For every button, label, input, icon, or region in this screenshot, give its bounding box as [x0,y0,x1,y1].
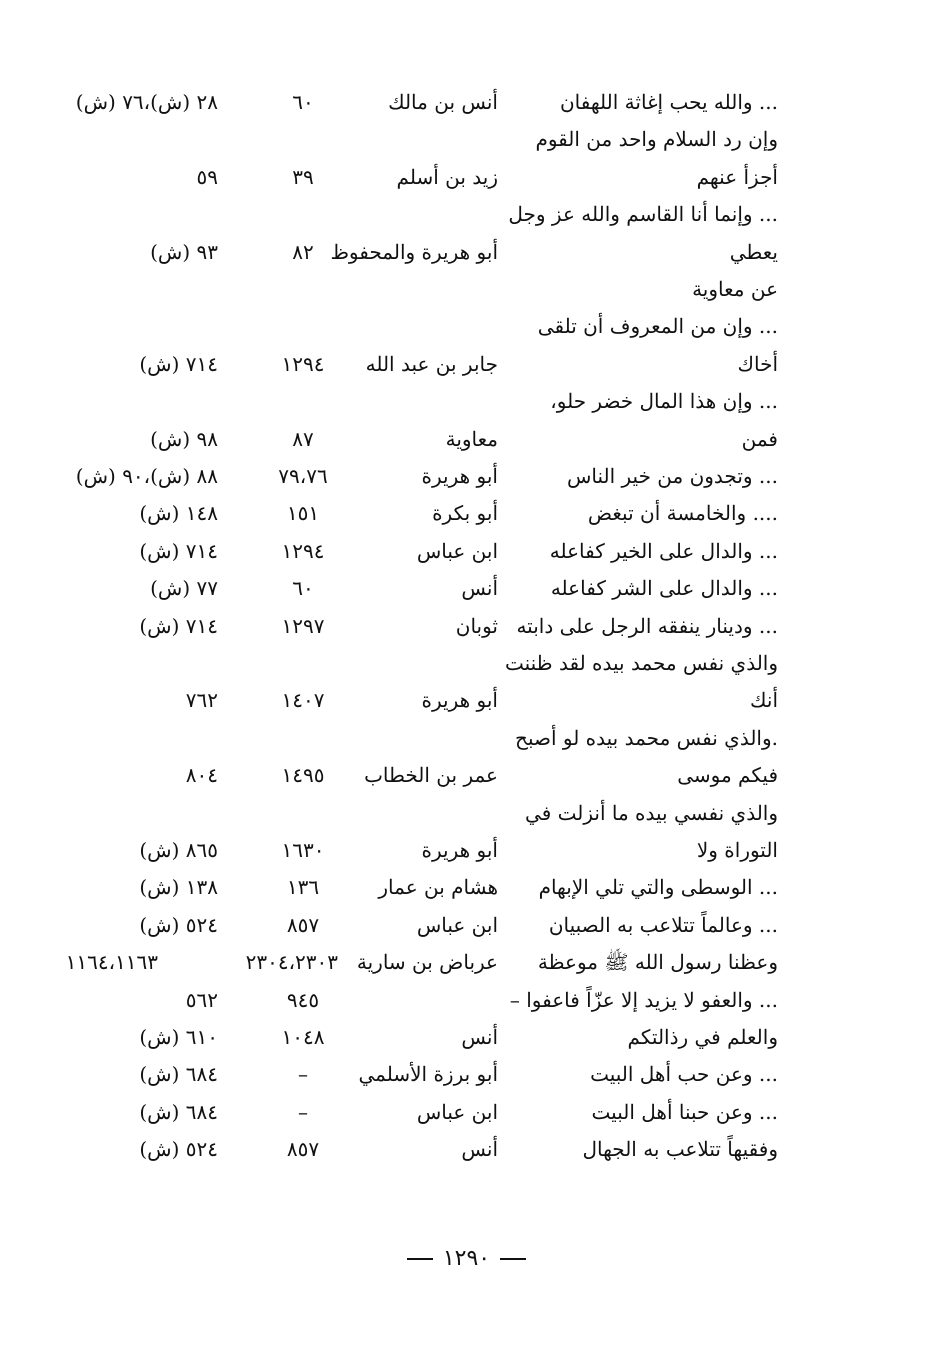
hadith-text: ... وعالماً تتلاعب به الصبيان [548,913,778,937]
hadith-text: والذي نفسي بيده ما أنزلت في [525,801,778,825]
index-row [0,907,933,943]
narrator-name: جابر بن عبد الله [365,352,498,376]
index-row [0,720,933,756]
hadith-number: ٧٩،٧٦ [278,464,328,488]
hadith-text: ... وإن هذا المال خضر حلو، [550,389,778,413]
hadith-number: ٢٣٠٤،٢٣٠٣ [245,950,338,974]
page-reference: ٩٣ (ش) [150,240,218,264]
hadith-number: ١٠٤٨ [281,1025,325,1049]
hadith-number: ٦٠ [292,576,314,600]
index-row [0,234,933,270]
narrator-name: ابن عباس [416,913,498,937]
hadith-text: ... وإن من المعروف أن تلقى [537,314,778,338]
hadith-text: ... والدال على الشر كفاعله [550,576,778,600]
page-reference: ٥٩ [196,165,218,189]
hadith-number: ٨٢ [292,240,314,264]
index-row [0,645,933,681]
narrator-name: أبو برزة الأسلمي [358,1062,498,1086]
hadith-number: – [298,1100,308,1124]
hadith-text: والعلم في رذالتكم [627,1025,778,1049]
page-reference: ٦٨٤ (ش) [139,1100,218,1124]
narrator-name: ابن عباس [416,539,498,563]
hadith-text: وعظنا رسول الله ﷺ موعظة [537,950,778,974]
index-row [0,795,933,831]
index-row [0,1094,933,1130]
hadith-number: ٩٤٥ [286,988,320,1012]
hadith-text: ... وعن حب أهل البيت [590,1062,778,1086]
page-reference: ٧٧ (ش) [150,576,218,600]
page-reference: ٧٦٢ [185,688,218,712]
narrator-name: أنس [461,576,498,600]
hadith-text: ... وعن حبنا أهل البيت [591,1100,778,1124]
hadith-text: وفقيهاً تتلاعب به الجهال [582,1137,778,1161]
hadith-number: ٦٠ [292,90,314,114]
index-row [0,196,933,232]
narrator-name: أبو بكرة [432,501,498,525]
narrator-name: أبو هريرة والمحفوظ [330,240,498,264]
hadith-text: ... والدال على الخير كفاعله [549,539,778,563]
hadith-number: ١٥١ [286,501,320,525]
hadith-number: ١٦٣٠ [281,838,325,862]
hadith-text: .والذي نفس محمد بيده لو أصبح [515,726,778,750]
hadith-number: ١٢٩٤ [281,352,325,376]
index-row [0,570,933,606]
page-reference: ٥٦٢ [185,988,218,1012]
page-reference: ٦٨٤ (ش) [139,1062,218,1086]
index-row [0,84,933,120]
index-row [0,159,933,195]
page-reference: ٧١٤ (ش) [139,614,218,638]
page-reference: ٦١٠ (ش) [139,1025,218,1049]
index-row [0,346,933,382]
index-row [0,458,933,494]
page-reference: ٢٨ (ش)،٧٦ (ش) [75,90,218,114]
hadith-text: ... وإنما أنا القاسم والله عز وجل [508,202,778,226]
narrator-name: عمر بن الخطاب [364,763,498,787]
footer-dash-right [500,1258,526,1260]
narrator-name: أنس بن مالك [388,90,498,114]
narrator-name: هشام بن عمار [378,875,498,899]
hadith-text: أنك [750,688,778,712]
index-row [0,682,933,718]
page-reference: ٧١٤ (ش) [139,352,218,376]
page-reference: ١١٦٤،١١٦٣ [65,950,158,974]
hadith-number: ١٤٩٥ [281,763,325,787]
page-reference: ٥٢٤ (ش) [139,913,218,937]
footer-dash-left [407,1258,433,1260]
narrator-name: عرباض بن سارية [356,950,498,974]
hadith-text: .... والخامسة أن تبغض [587,501,778,525]
page-reference: ٩٨ (ش) [150,427,218,451]
index-row [0,121,933,157]
index-row [0,383,933,419]
hadith-text: ... وتجدون من خير الناس [566,464,778,488]
page-reference: ٨٦٥ (ش) [139,838,218,862]
hadith-text: عن معاوية [692,277,778,301]
page-footer [0,1246,933,1271]
index-row [0,832,933,868]
narrator-name: أنس [461,1025,498,1049]
index-row [0,495,933,531]
index-row [0,533,933,569]
page-reference: ٥٢٤ (ش) [139,1137,218,1161]
hadith-number: ١٢٩٤ [281,539,325,563]
hadith-text: ... ودينار ينفقه الرجل على دابته [516,614,778,638]
hadith-number: ١٤٠٧ [281,688,325,712]
narrator-name: أبو هريرة [421,838,498,862]
hadith-text: أخاك [737,352,778,376]
index-row [0,608,933,644]
narrator-name: زيد بن أسلم [396,165,498,189]
index-row [0,982,933,1018]
hadith-number: ٨٥٧ [286,1137,320,1161]
index-row [0,1131,933,1167]
page-reference: ٨٨ (ش)،٩٠ (ش) [75,464,218,488]
hadith-number: – [298,1062,308,1086]
narrator-name: أبو هريرة [421,688,498,712]
hadith-text: ... والعفو لا يزيد إلا عزّاً فاعفوا – [509,988,778,1012]
hadith-text: فيكم موسى [677,763,778,787]
page-reference: ١٤٨ (ش) [139,501,218,525]
hadith-text: والذي نفس محمد بيده لقد ظننت [504,651,778,675]
page-number: ١٢٩٠ [442,1246,491,1271]
index-row [0,421,933,457]
index-row [0,944,933,980]
hadith-text: ... الوسطى والتي تلي الإبهام [538,875,778,899]
index-row [0,1019,933,1055]
hadith-number: ٣٩ [292,165,314,189]
narrator-name: ابن عباس [416,1100,498,1124]
hadith-text: ... والله يحب إغاثة اللهفان [559,90,778,114]
hadith-text: وإن رد السلام واحد من القوم [535,127,778,151]
index-row [0,869,933,905]
narrator-name: أبو هريرة [421,464,498,488]
hadith-number: ١٣٦ [286,875,320,899]
narrator-name: ثوبان [455,614,498,638]
hadith-text: التوراة ولا [696,838,778,862]
page-reference: ١٣٨ (ش) [139,875,218,899]
hadith-number: ٨٧ [292,427,314,451]
narrator-name: معاوية [445,427,498,451]
hadith-number: ١٢٩٧ [281,614,325,638]
page-reference: ٨٠٤ [185,763,218,787]
index-row [0,757,933,793]
hadith-text: فمن [741,427,778,451]
index-row [0,308,933,344]
index-row [0,271,933,307]
narrator-name: أنس [461,1137,498,1161]
index-row [0,1056,933,1092]
hadith-text: يعطي [729,240,778,264]
hadith-text: أجزأ عنهم [696,165,778,189]
page-reference: ٧١٤ (ش) [139,539,218,563]
hadith-number: ٨٥٧ [286,913,320,937]
